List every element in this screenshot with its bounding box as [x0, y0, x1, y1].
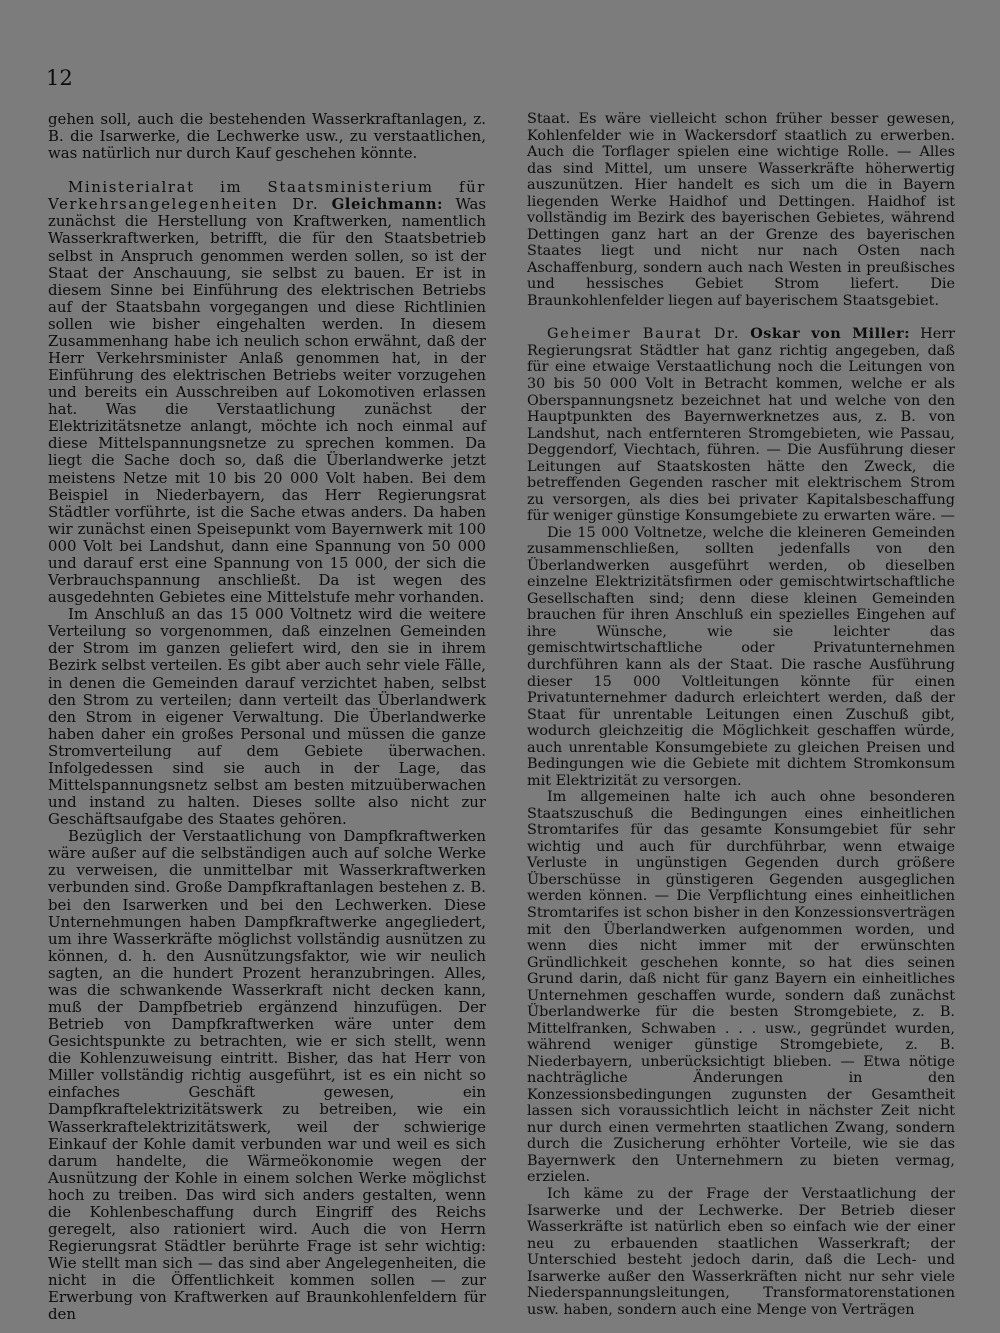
speaker-paragraph: [527, 326, 955, 524]
left-column: [48, 111, 486, 1323]
paragraph: Bezüglich der Verstaatlichung von Dampfkraftwerken wäre außer auf die selbständigen auch auf solche Werke zu verweisen, die unmittelbar mit Wasserkraftwerken verbunden sind. Große Dampfkraftanlagen bestehen z. B. bei den Isarwerken und bei den Lechwerken. Diese Unternehmungen haben Dampfkraftwerke angegliedert, um ihre Wasserkräfte möglichst vollständig ausnützen zu können, d. h. den Ausnützungsfaktor, wie wir neulich sagten, an die hundert Prozent heranzubringen. Alles, was die schwankende Wasserkraft nicht decken kann, muß der Dampfbetrieb ergänzend hinzufügen. Der Betrieb von Dampfkraftwerken wäre unter dem Gesichtspunkte zu betrachten, wie er sich stellt, wenn die Kohlenzuweisung eintritt. Bisher, das hat Herr von Miller vollständig richtig ausgeführt, ist es ein nicht so einfaches Geschäft gewesen, ein Dampfkraftelektrizitätswerk zu betreiben, wie ein Wasserkraftelektrizitätswerk, weil der schwierige Einkauf der Kohle damit verbunden war und weil es sich darum handelte, die Wärmeökonomie wegen der Ausnützung der Kohle in einem solchen Werke möglichst hoch zu treiben. Das wird sich anders gestalten, wenn die Kohlenbeschaffung durch Eingriff des Reichs geregelt, also rationiert wird. Auch die von Herrn Regierungsrat Städtler berührte Frage ist sehr wichtig: Wie stellt man sich — das sind aber Angelegenheiten, die nicht in die Öffentlichkeit kommen sollen — zur Erwerbung von Kraftwerken auf Braunkohlenfeldern für den: [48, 827, 486, 1324]
paragraph: Die 15 000 Voltnetze, welche die kleineren Gemeinden zusammenschließen, sollten jedenfalls von den Überlandwerken ausgeführt werden, ob dieselben einzelne Elektrizitätsfirmen oder gemischtwirtschaftliche Gesellschaften sind; denn diese kleinen Gemeinden brauchen für ihren Anschluß ein spezielles Eingehen auf ihre Wünsche, wie sie leichter das gemischtwirtschaftliche oder Privatunternehmen durchführen kann als der Staat. Die rasche Ausführung dieser 15 000 Voltleitungen könnte für einen Privatunternehmer dadurch erleichtert werden, daß der Staat für unrentable Leitungen einen Zuschuß gibt, wodurch gleichzeitig die Möglichkeit geschaffen würde, auch unrentable Konsumgebiete zu gleichen Preisen und Bedingungen wie die Gebiete mit dichtem Stromkonsum mit Elektrizität zu versorgen.: [527, 524, 955, 789]
paragraph: Ich käme zu der Frage der Verstaatlichung der Isarwerke und der Lechwerke. Der Betrieb dieser Wasserkräfte ist natürlich eben so einfach wie der einer neu zu erbauenden staatlichen Wasserkraft; der Unterschied besteht jedoch darin, daß die Lech- und Isarwerke außer den Wasserkräften nicht nur sehr viele Niederspannungsleitungen, Transformatorenstationen usw. haben, sondern auch eine Menge von Verträgen: [527, 1186, 955, 1318]
paragraph-text: Herr Regierungsrat Städtler hat ganz richtig angegeben, daß für eine etwaige Verstaatlichung noch die Leitungen von 30 bis 50 000 Volt in Betracht kommen, welche er als Oberspannungsnetz bezeichnet hat und welche von den Hauptpunkten des Bayernwerknetzes aus, z. B. von Landshut, nach entfernteren Stromgebieten, wie Passau, Deggendorf, Viechtach, führen. — Die Ausführung dieser Leitungen auf Staatskosten hätte den Zweck, die betreffenden Gegenden rascher mit elektrischem Strom zu versorgen, als dies bei privater Kapitalsbeschaffung für weniger günstige Konsumgebiete zu erwarten wäre. —: [527, 326, 955, 525]
speaker-name: Oskar von Miller:: [750, 325, 911, 343]
page-number: 12: [46, 66, 73, 90]
right-column: [527, 111, 955, 1318]
paragraph: gehen soll, auch die bestehenden Wasserkraftanlagen, z. B. die Isarwerke, die Lechwerke usw., zu verstaatlichen, was natürlich nur durch Kauf geschehen könnte.: [48, 110, 486, 163]
paragraph-text: Was zunächst die Herstellung von Kraftwerken, namentlich Wasserkraftwerken, betrifft, die für den Staatsbetrieb selbst in Anspruch genommen werden sollen, so ist der Staat der Anschauung, sie selbst zu bauen. Er ist in diesem Sinne bei Einführung des elektrischen Betriebs auf der Staatsbahn vorgegangen und diese Richtlinien sollen wie bisher eingehalten werden. In diesem Zusammenhang habe ich neulich schon erwähnt, daß der Herr Verkehrsminister Anlaß genommen hat, in der Einführung des elektrischen Betriebs weiter vorzugehen und bereits ein Ausschreiben auf Lokomotiven erlassen hat. Was die Verstaatlichung zunächst der Elektrizitätsnetze anlangt, möchte ich noch einmal auf diese Mittelspannungsnetze zu sprechen kommen. Da liegt die Sache doch so, daß die Überlandwerke jetzt meistens Netze mit 10 bis 20 000 Volt haben. Bei dem Beispiel in Niederbayern, das Herr Regierungsrat Städtler vorführte, ist die Sache etwas anders. Da haben wir zunächst einen Speisepunkt vom Bayernwerk mit 100 000 Volt bei Landshut, dann eine Spannung von 50 000 und darauf erst eine Spannung von 15 000, der sich die Verbrauchspannung anschließt. Da ist wegen des ausgedehnten Gebietes eine Mittelstufe mehr vorhanden.: [48, 195, 487, 607]
paragraph: Im allgemeinen halte ich auch ohne besonderen Staatszuschuß die Bedingungen eines einheitlichen Stromtarifes für das gesamte Konsumgebiet für sehr wichtig und auch für durchführbar, wenn etwaige Verluste in ungünstigen Gegenden durch größere Überschüsse in günstigeren Gegenden ausgeglichen werden können. — Die Verpflichtung eines einheitlichen Stromtarifes ist schon bisher in den Konzessionsverträgen mit den Überlandwerken aufgenommen worden, und wenn dies nicht immer mit der erwünschten Gründlichkeit geschehen konnte, so hat dies seinen Grund darin, daß nicht für ganz Bayern ein einheitliches Unternehmen geschaffen wurde, sondern daß zunächst Überlandwerke für die besten Stromgebiete, z. B. Mittelfranken, Schwaben . . . usw., gegründet wurden, während weniger günstige Stromgebiete, z. B. Niederbayern, unberücksichtigt blieben. — Etwa nötige nachträgliche Änderungen in den Konzessionsbedingungen zugunsten der Gesamtheit lassen sich voraussichtlich leicht in nächster Zeit nicht nur durch einen vermehrten staatlichen Zwang, sondern durch die Zusicherung erhöhter Vorteile, wie sie das Bayernwerk den Unternehmern zu bieten vermag, erzielen.: [527, 789, 955, 1186]
paragraph: Staat. Es wäre vielleicht schon früher besser gewesen, Kohlenfelder wie in Wackersdorf staatlich zu erwerben. Auch die Torflager spielen eine wichtige Rolle. — Alles das sind Mittel, um unsere Wasserkräfte höherwertig auszunützen. Hier handelt es sich um die in Bayern liegenden Werke Haidhof und Dettingen. Haidhof ist vollständig im Bezirk des bayerischen Gebietes, während Dettingen ganz hart an der Grenze des bayerischen Staates liegt und nicht nur nach Osten nach Aschaffenburg, sondern auch nach Westen in preußisches und hessisches Gebiet Strom liefert. Die Braunkohlenfelder liegen auf bayerischem Staatsgebiet.: [527, 111, 955, 309]
speaker-name: Gleichmann:: [331, 195, 444, 214]
speaker-paragraph: [48, 179, 486, 606]
speaker-title: Geheimer Baurat Dr.: [547, 326, 741, 343]
paragraph: Im Anschluß an das 15 000 Voltnetz wird die weitere Verteilung so vorgenommen, daß einzelnen Gemeinden der Strom im ganzen geliefert wird, den sie in ihrem Bezirk selbst verteilen. Es gibt aber auch sehr viele Fälle, in denen die Gemeinden darauf verzichtet haben, selbst den Strom zu verteilen; dann verteilt das Überlandwerk den Strom in eigener Verwaltung. Die Überlandwerke haben daher ein großes Personal und müssen die ganze Stromverteilung auf dem Gebiete überwachen. Infolgedessen sind sie auch in der Lage, das Mittelspannungsnetz selbst am besten mitzuüberwachen und instand zu halten. Dieses sollte also nicht zur Geschäftsaufgabe des Staates gehören.: [48, 605, 486, 829]
speaker-title: Ministerialrat im Staatsministerium für Verkehrsangelegenheiten Dr.: [48, 178, 486, 214]
